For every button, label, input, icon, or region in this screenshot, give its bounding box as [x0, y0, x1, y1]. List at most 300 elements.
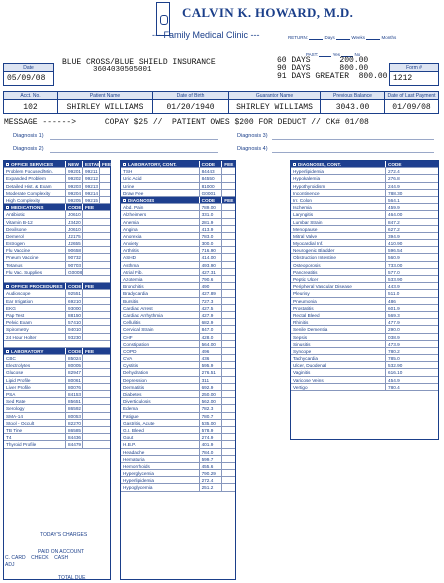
diagnosis-cont-item-code: 601.9 — [388, 305, 400, 311]
diagnosis-fee-cell — [222, 262, 235, 268]
diagnosis-cont-row — [291, 197, 438, 204]
diagnosis-cont-row — [291, 298, 438, 305]
lab-test-item-label: SMA-14 — [4, 413, 66, 419]
diagnosis-cont-row — [291, 233, 438, 240]
lab-test-fee-cell — [83, 377, 93, 383]
office-service-row — [4, 175, 110, 182]
diagnosis-item-code: 274.9 — [200, 434, 223, 440]
diagnosis-cont-item-code: 788.30 — [388, 190, 403, 196]
lab-test-row — [4, 420, 110, 427]
diagnosis-cont-row — [291, 334, 438, 341]
office-service-item-code: 99213 — [85, 183, 99, 189]
office-service-fee-cell — [100, 197, 110, 203]
diagnosis-item-code: 414.00 — [200, 254, 223, 260]
diagnosis-cont-item-code: 564.1 — [388, 197, 400, 203]
medication-item-label: Tetanus — [4, 262, 66, 268]
diagnosis-fee-cell — [222, 377, 235, 383]
lab-test-row — [4, 377, 110, 384]
medication-row — [4, 226, 110, 233]
lab-test-item-code: 80076 — [68, 384, 82, 390]
office-service-row — [4, 183, 110, 190]
diagnosis-item-label: ASHD — [121, 254, 200, 260]
diagnosis-row — [121, 283, 235, 290]
diagnosis-4-label: Diagnosis 4) — [237, 146, 268, 152]
medication-item-label: Flu Vaccine — [4, 247, 66, 253]
diagnosis-item-label: Headache — [121, 449, 200, 455]
diagnosis-item-code: 692.9 — [200, 384, 223, 390]
procedure-row — [4, 298, 110, 305]
lab-test-fee-cell — [83, 398, 93, 404]
diagnosis-item-code: 436 — [200, 355, 223, 361]
lab-test-item-code: 82270 — [68, 420, 82, 426]
medication-item-code: J0610 — [66, 211, 83, 217]
diagnosis-item-code: 401.9 — [200, 441, 223, 447]
diagnosis-cont-item-code: 533.90 — [388, 277, 403, 282]
diagnosis-item-label: Cellulitis — [121, 319, 200, 325]
lab-test-item-code: 86592 — [68, 406, 82, 412]
lab-test-fee-cell — [83, 405, 93, 411]
diagnosis-cont-item-code: 616.10 — [388, 370, 403, 376]
medication-item-code: J0610 — [66, 226, 83, 232]
diagnosis-row — [121, 362, 235, 369]
diagnosis-cont-row — [291, 240, 438, 247]
diagnosis-cont-item-label: Obstruction Intestine — [291, 254, 386, 260]
last-payment-value: 01/09/08 — [392, 103, 431, 112]
diagnosis-item-code: 535.00 — [200, 420, 223, 426]
procedure-item-code: 88150 — [68, 312, 82, 318]
diagnosis-item-label: Alzheimers — [121, 211, 200, 217]
message-line: MESSAGE ------> COPAY $25 // PATIENT OWES $200 FOR DEDUCT // CK# 01/08 — [4, 118, 369, 127]
patient-info-row — [3, 91, 439, 114]
procedure-fee-cell — [83, 319, 93, 325]
diagnosis-item-code: 490 — [200, 283, 223, 289]
procedure-item-label: Pelvic Exam — [4, 319, 66, 325]
office-service-item-code: 99202 — [68, 176, 82, 182]
diagnosis-row — [121, 398, 235, 405]
lab-test-item-label: Electrolytes — [4, 362, 66, 368]
medication-item-code: J2175 — [66, 233, 83, 239]
diagnosis-row — [121, 449, 235, 456]
clinic-name: --- Family Medical Clinic --- — [152, 30, 260, 40]
medication-item-label: Pneum Vaccine — [4, 254, 66, 260]
diagnosis-fee-cell — [222, 319, 235, 325]
procedure-row — [4, 305, 110, 312]
medication-item-label: Demerol — [4, 233, 66, 239]
diagnosis-cont-item-code: 459.9 — [388, 205, 400, 211]
diagnosis-item-code: 782.3 — [200, 405, 223, 411]
insurance-name: BLUE CROSS/BLUE SHIELD INSURANCE — [62, 58, 216, 67]
diagnosis-cont-row — [291, 355, 438, 362]
diagnosis-row — [121, 434, 235, 441]
patient-name-value: SHIRLEY WILLIAMS — [66, 103, 144, 112]
lab-cont-row — [121, 190, 235, 197]
medication-fee-cell — [83, 262, 93, 268]
office-service-item-label: Expanded Problem — [4, 175, 66, 181]
lab-cont-row — [121, 183, 235, 190]
lab-test-item-label: Serology — [4, 405, 66, 411]
lab-test-row — [4, 362, 110, 369]
medication-item-code: G0008 — [68, 269, 83, 275]
diagnosis-cont-row — [291, 362, 438, 369]
diagnosis-item-label: Diabetes — [121, 391, 200, 397]
office-service-item-code: 99204 — [68, 190, 82, 196]
doctor-name: CALVIN K. HOWARD, M.D. — [182, 5, 354, 20]
diagnosis-cont-item-code: 290.0 — [388, 327, 400, 333]
diagnosis-cont-row — [291, 384, 438, 391]
lab-test-item-code: 84153 — [68, 392, 82, 397]
lab-test-fee-cell — [83, 362, 93, 368]
office-service-item-label: High Complexity — [4, 197, 66, 203]
diagnosis-cont-row — [291, 262, 438, 269]
diagnosis-fee-cell — [222, 254, 235, 260]
diagnosis-item-label: Bradycardia — [121, 290, 200, 296]
diagnosis-fee-cell — [222, 420, 235, 426]
diagnosis-fee-cell — [222, 463, 235, 469]
lab-cont-row — [121, 168, 235, 175]
medication-item-label: Vitamin B-12 — [4, 219, 66, 225]
lab-test-item-label: Sed Rate — [4, 398, 66, 404]
lab-cont-item-code: G0001 — [200, 190, 223, 196]
dob-value: 01/20/1940 — [166, 103, 215, 112]
office-service-item-code: 99205 — [68, 197, 82, 203]
lab-test-fee-cell — [83, 369, 93, 375]
diagnosis-cont-item-label: Irr. Colon — [291, 197, 386, 203]
diagnosis-item-code: 281.9 — [200, 219, 223, 225]
date-box — [3, 63, 54, 86]
office-service-item-code: 99215 — [85, 197, 99, 203]
adj-label: ADJ — [5, 562, 15, 568]
diagnosis-item-label: Azotemia — [121, 276, 200, 282]
diagnosis-item-label: Cardiac Arrest — [121, 305, 200, 311]
diagnosis-item-label: Gout — [121, 434, 200, 440]
return-row — [288, 35, 396, 40]
diagnosis-fee-cell — [222, 341, 235, 347]
diagnosis-fee-cell — [222, 312, 235, 318]
diagnosis-cont-item-code: 276.8 — [388, 176, 400, 182]
diagnosis-cont-item-label: Peptic Ulcer — [291, 276, 386, 282]
lab-test-item-label: Lipid Profile — [4, 377, 66, 383]
diagnosis-cont-item-code: 532.90 — [388, 363, 403, 369]
diagnosis-fee-cell — [222, 334, 235, 340]
diagnosis-fee-cell — [222, 413, 235, 419]
diagnosis-fee-cell — [222, 470, 235, 476]
diagnosis-row — [121, 254, 235, 261]
lab-test-item-label: Stool - Occult — [4, 420, 66, 426]
lab-test-item-label: Liver Profile — [4, 384, 66, 390]
diagnosis-cont-item-code: 847.2 — [388, 219, 400, 225]
diagnosis-fee-cell — [222, 484, 235, 490]
diagnosis-item-label: Anemia — [121, 219, 200, 225]
diagnosis-cont-row — [291, 211, 438, 218]
procedure-item-code: 94010 — [68, 327, 82, 333]
diagnosis-item-code: 784.0 — [200, 449, 223, 455]
diagnosis-item-label: Gastritis, Acute — [121, 420, 200, 426]
diagnosis-row — [121, 405, 235, 412]
diagnosis-cont-item-code: 272.4 — [388, 169, 400, 175]
diagnosis-row — [121, 247, 235, 254]
diagnosis-cont-item-label: Lumbar Strain — [291, 219, 386, 225]
diagnosis-item-label: Anorexia — [121, 233, 200, 239]
diagnosis-fee-cell — [222, 427, 235, 433]
office-service-item-code: 99214 — [85, 190, 99, 196]
diagnosis-fee-cell — [222, 369, 235, 375]
acct-value: 102 — [23, 103, 38, 112]
diagnosis-cont-row — [291, 377, 438, 384]
diagnosis-fee-cell — [222, 240, 235, 246]
diagnosis-row — [121, 298, 235, 305]
procedure-item-label: Pap Test — [4, 312, 66, 318]
diagnosis-fee-cell — [222, 391, 235, 397]
diagnosis-item-code: 727.3 — [200, 298, 223, 304]
diagnosis-item-label: Cystitis — [121, 362, 200, 368]
medication-fee-cell — [83, 233, 93, 239]
diagnosis-item-label: Atrial Fib. — [121, 269, 200, 275]
diagnosis-item-label: Asthma — [121, 262, 200, 268]
medication-row — [4, 219, 110, 226]
diagnosis-row — [121, 290, 235, 297]
lab-test-fee-cell — [83, 384, 93, 390]
diagnosis-item-label: Hyperglycemia — [121, 470, 200, 476]
medications-header: MEDICATIONS CODE FEE — [4, 204, 110, 211]
diagnosis-cont-row — [291, 254, 438, 261]
lab-cont-fee-cell — [222, 175, 235, 181]
diagnosis-cont-row — [291, 219, 438, 226]
lab-cont-item-code: 84550 — [200, 175, 223, 181]
procedure-item-label: Spirometry — [4, 326, 66, 332]
diagnosis-cont-row — [291, 204, 438, 211]
diagnosis-cont-item-code: 596.54 — [388, 248, 403, 254]
diagnosis-fee-cell — [222, 398, 235, 404]
lab-test-item-code: 85024 — [68, 356, 82, 362]
diagnosis-cont-item-code: 486 — [388, 298, 396, 304]
diagnosis-item-label: CHF — [121, 334, 200, 340]
prev-balance-value: 3043.00 — [335, 103, 370, 112]
diagnosis-cont-item-code: 454.9 — [388, 377, 400, 383]
diagnosis-cont-row — [291, 276, 438, 283]
diagnosis-row — [121, 441, 235, 448]
diagnosis-row — [121, 477, 235, 484]
lab-test-item-code: 82947 — [68, 370, 82, 376]
yes-label: Yes — [332, 52, 340, 57]
middle-column — [120, 160, 236, 580]
diagnosis-cont-row — [291, 247, 438, 254]
diagnosis-item-label: Dermatitis — [121, 384, 200, 390]
diagnosis-row — [121, 204, 235, 211]
medication-item-code: 90658 — [68, 248, 82, 254]
date-value: 05/09/08 — [7, 74, 46, 83]
diagnosis-fee-cell — [222, 355, 235, 361]
office-service-fee-cell — [100, 175, 110, 181]
lab-test-row — [4, 441, 110, 448]
office-service-item-code: 99201 — [68, 169, 82, 175]
diagnosis-item-code: 716.90 — [200, 247, 223, 253]
diagnosis-fee-cell — [222, 434, 235, 440]
diagnosis-item-label: Fatigue — [121, 413, 200, 419]
prev-balance-header: Previous Balance — [321, 92, 384, 100]
diagnosis-cont-row — [291, 283, 438, 290]
lab-test-row — [4, 391, 110, 398]
diagnosis-fee-cell — [222, 219, 235, 225]
procedure-item-code: 93230 — [68, 334, 82, 340]
diagnosis-cont-item-code: 785.0 — [388, 356, 400, 362]
diagnosis-item-label: Hypoglycemia — [121, 484, 200, 490]
diagnosis-cont-header: DIAGNOSIS, CONT. CODE — [291, 161, 438, 168]
procedure-item-label: Audioscope — [4, 290, 66, 296]
diagnosis-cont-item-label: Senile Dementia — [291, 326, 386, 332]
medication-fee-cell — [83, 254, 93, 260]
patient-name-header: Patient Name — [58, 92, 152, 100]
lab-test-item-label: Thyroid Profile — [4, 441, 66, 447]
diagnosis-cont-item-code: 577.0 — [388, 269, 400, 275]
diagnosis-row — [121, 312, 235, 319]
procedure-fee-cell — [83, 305, 93, 311]
procedure-item-label: 24 Hour Holter — [4, 334, 66, 340]
diagnosis-cont-row — [291, 326, 438, 333]
diagnosis-item-code: 578.9 — [200, 427, 223, 433]
diagnosis-fee-cell — [222, 384, 235, 390]
medication-item-code: 90703 — [68, 262, 82, 268]
diagnosis-row — [121, 219, 235, 226]
diagnosis-row — [121, 391, 235, 398]
diagnosis-item-code: 300.0 — [200, 240, 223, 246]
diagnosis-row — [121, 470, 235, 477]
diagnosis-cont-item-label: Pleurisy — [291, 290, 386, 296]
months-label: Months — [381, 35, 397, 40]
form-label: Form # — [390, 64, 438, 72]
diagnosis-fee-cell — [222, 283, 235, 289]
diagnosis-header: DIAGNOSIS CODE FEE — [121, 197, 235, 204]
diagnosis-row — [121, 355, 235, 362]
lab-test-fee-cell — [83, 420, 93, 426]
return-label: RETURN: — [288, 35, 308, 40]
diagnosis-cont-item-code: 038.9 — [388, 334, 400, 340]
diagnosis-item-code: 564.00 — [200, 341, 223, 347]
diagnosis-fee-cell — [222, 276, 235, 282]
form-number-box — [389, 63, 439, 86]
diagnosis-item-label: H.B.P. — [121, 441, 200, 447]
payment-method-label: C. CARD CHECK CASH — [5, 555, 69, 561]
lab-test-item-code: 80061 — [68, 377, 82, 383]
office-service-item-code: 99211 — [83, 168, 100, 174]
diagnosis-item-label: G.I. Bleed — [121, 427, 200, 433]
diagnosis-fee-cell — [222, 204, 235, 210]
lab-cont-item-code: 81000 — [200, 183, 223, 189]
aging-summary: 60 DAYS 200.00 90 DAYS 800.00 91 DAYS GREATER 800.00 — [277, 56, 388, 81]
lab-test-fee-cell — [83, 434, 93, 440]
diagnosis-fee-cell — [222, 247, 235, 253]
lab-test-fee-cell — [83, 355, 93, 361]
insurance-number: 3604030505001 — [93, 66, 152, 74]
diagnosis-cont-row — [291, 183, 438, 190]
diagnosis-fee-cell — [222, 326, 235, 332]
diagnosis-row — [121, 226, 235, 233]
lab-test-item-code: 80053 — [68, 413, 82, 419]
medication-item-label: Flu Vac. Supplies — [4, 269, 66, 275]
diagnosis-item-code: 783.0 — [200, 233, 223, 239]
diagnosis-cont-item-label: Sinusitis — [291, 341, 386, 347]
diagnosis-cont-item-label: Rectal Bleed — [291, 312, 386, 318]
total-due-label: TOTAL DUE — [58, 575, 86, 581]
no-label: No — [354, 52, 361, 57]
lab-test-row — [4, 384, 110, 391]
diagnosis-row — [121, 305, 235, 312]
lab-test-item-label: TB Tine — [4, 427, 66, 433]
diagnosis-item-code: 427.9 — [200, 312, 223, 318]
diagnosis-cont-row — [291, 369, 438, 376]
laboratory-header: LABORATORY CODE FEE — [4, 348, 110, 355]
diagnosis-fee-cell — [222, 449, 235, 455]
diagnosis-row — [121, 334, 235, 341]
diagnosis-cont-row — [291, 175, 438, 182]
diagnosis-item-label: Abd. Pain — [121, 204, 200, 210]
procedure-item-code: 57410 — [68, 320, 82, 326]
diagnosis-row — [121, 463, 235, 470]
diagnosis-item-label: Dehydration — [121, 369, 200, 375]
diagnosis-fee-cell — [222, 348, 235, 354]
procedure-item-code: 69210 — [68, 298, 82, 304]
diagnosis-cont-item-code: 627.2 — [388, 226, 400, 232]
diagnosis-fee-cell — [222, 456, 235, 462]
office-service-item-label: Detailed Hist. & Exam — [4, 183, 66, 189]
diagnosis-item-code: 331.0 — [200, 211, 223, 217]
diagnosis-cont-row — [291, 269, 438, 276]
lab-test-item-code: 84479 — [68, 442, 82, 448]
lab-test-row — [4, 427, 110, 434]
lab-test-fee-cell — [83, 391, 93, 397]
diagnosis-cont-row — [291, 305, 438, 312]
lab-test-item-code: 85651 — [68, 399, 82, 405]
diagnosis-fee-cell — [222, 305, 235, 311]
diagnosis-row — [121, 427, 235, 434]
lab-cont-item-label: Urine — [121, 183, 200, 189]
diagnosis-fee-cell — [222, 362, 235, 368]
right-column — [290, 160, 439, 440]
diagnosis-row — [121, 420, 235, 427]
lab-test-fee-cell — [83, 441, 93, 447]
diagnosis-item-label: Edema — [121, 405, 200, 411]
diagnosis-cont-item-code: 410.90 — [388, 241, 403, 247]
procedure-fee-cell — [83, 312, 93, 318]
diagnosis-item-label: Bursitis — [121, 298, 200, 304]
diagnosis-cont-item-code: 569.3 — [388, 312, 400, 318]
diagnosis-fee-cell — [222, 477, 235, 483]
medication-row — [4, 247, 110, 254]
diagnosis-row — [121, 348, 235, 355]
lab-test-item-label: PSA — [4, 391, 66, 397]
lab-test-fee-cell — [83, 427, 93, 433]
diagnosis-fee-cell — [222, 298, 235, 304]
diagnosis-row — [121, 413, 235, 420]
diagnosis-row — [121, 276, 235, 283]
diagnosis-row — [121, 369, 235, 376]
diagnosis-row — [121, 269, 235, 276]
medication-item-code: 90732 — [68, 255, 82, 261]
diagnosis-cont-item-label: Hypokalemia — [291, 175, 386, 181]
procedure-item-label: EKG — [4, 305, 66, 311]
diagnosis-cont-item-label: Syncope — [291, 348, 386, 354]
medication-item-label: Estrogen — [4, 240, 66, 246]
diagnosis-item-label: COPD — [121, 348, 200, 354]
diagnosis-cont-item-label: Prostatitis — [291, 305, 386, 311]
procedure-row — [4, 319, 110, 326]
diagnosis-cont-row — [291, 168, 438, 175]
diagnosis-cont-item-code: 560.9 — [388, 255, 400, 261]
diagnosis-cont-row — [291, 226, 438, 233]
diagnosis-row — [121, 456, 235, 463]
procedure-item-code: 93000 — [68, 305, 82, 311]
diagnosis-row — [121, 484, 235, 491]
office-service-item-label: Moderate Complexity — [4, 190, 66, 196]
